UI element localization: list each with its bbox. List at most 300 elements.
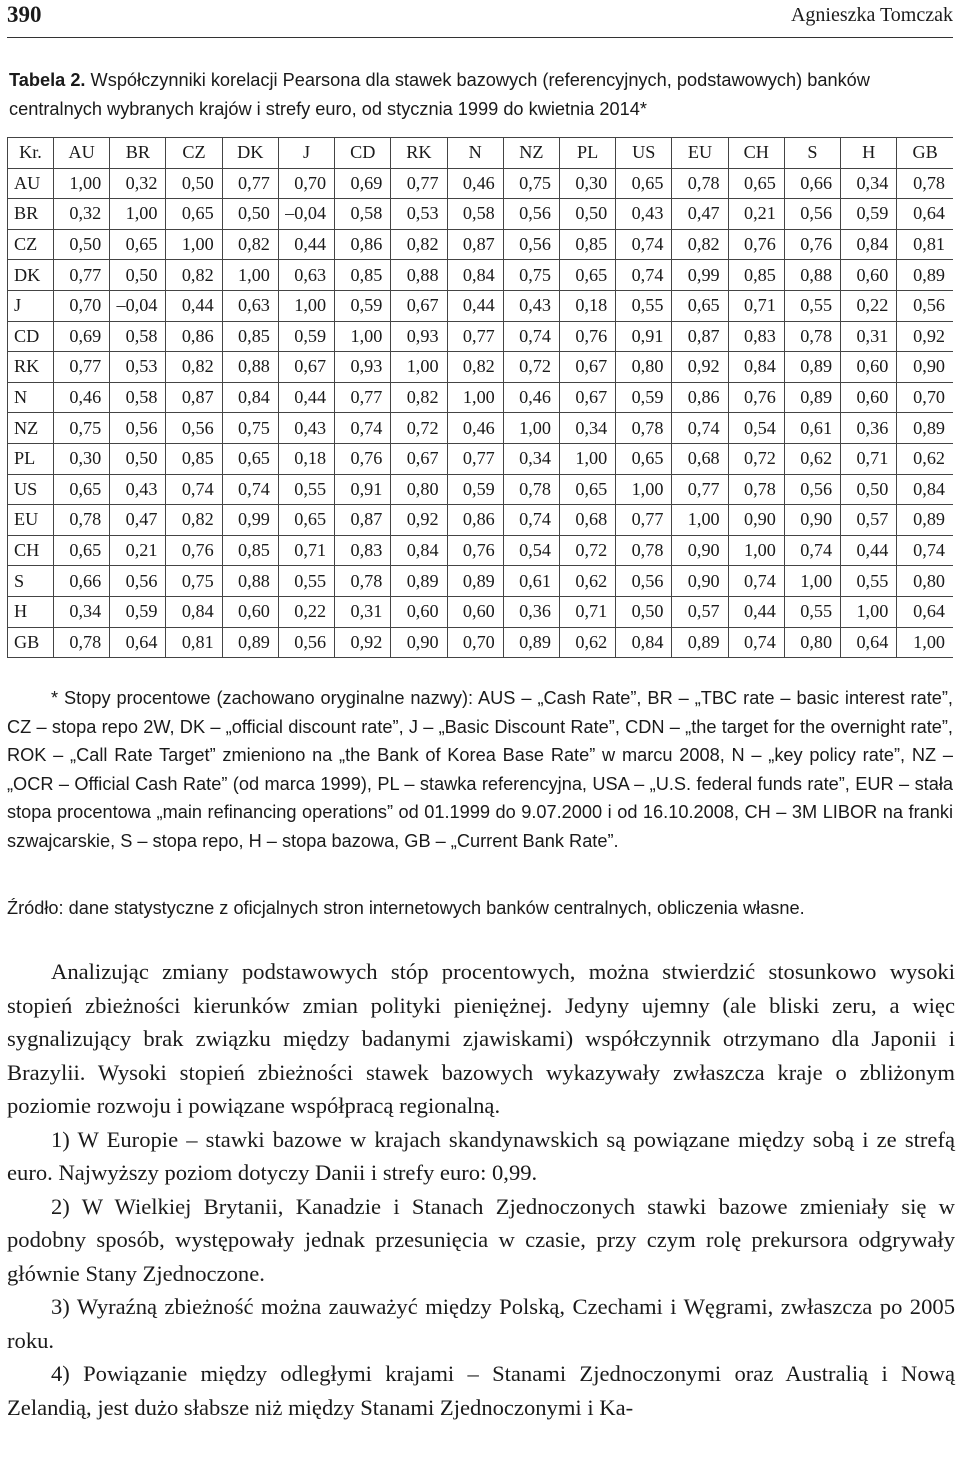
row-label: CH xyxy=(8,535,54,566)
table-body xyxy=(8,168,954,658)
table-cell: 0,59 xyxy=(110,596,166,627)
row-label: BR xyxy=(8,199,54,230)
table-cell: 0,76 xyxy=(784,229,840,260)
table-cell: 0,47 xyxy=(110,505,166,536)
table-cell: 0,93 xyxy=(335,352,391,383)
table-cell: 1,00 xyxy=(110,199,166,230)
body-paragraph: 4) Powiązanie między odległymi krajami – Stanami Zjednoczonymi oraz Australią i Nową Zelandią, jest dużo słabsze niż między Stanami Zjednoczonymi i Ka- xyxy=(7,1361,955,1420)
table-cell: 0,74 xyxy=(728,627,784,658)
table-cell: 0,65 xyxy=(54,535,110,566)
body-paragraph: 3) Wyraźną zbieżność można zauważyć między Polską, Czechami i Węgrami, zwłaszcza po 2005 roku. xyxy=(7,1294,955,1353)
table-cell: 0,85 xyxy=(728,260,784,291)
table-cell: 0,58 xyxy=(335,199,391,230)
table-cell: 0,60 xyxy=(841,260,897,291)
table-cell: 0,74 xyxy=(335,413,391,444)
table-cell: 0,89 xyxy=(391,566,447,597)
table-cell: 0,53 xyxy=(110,352,166,383)
table-cell: 0,90 xyxy=(897,352,953,383)
table-cell: 0,56 xyxy=(503,199,559,230)
table-cell: 0,77 xyxy=(447,443,503,474)
table-cell: 0,67 xyxy=(278,352,334,383)
table-cell: 0,31 xyxy=(335,596,391,627)
table-cell: 0,34 xyxy=(841,168,897,199)
table-cell: 0,78 xyxy=(672,168,728,199)
table-cell: 0,60 xyxy=(391,596,447,627)
column-header: NZ xyxy=(503,138,559,169)
table-cell: 0,78 xyxy=(335,566,391,597)
row-label: N xyxy=(8,382,54,413)
table-cell: 0,63 xyxy=(278,260,334,291)
table-cell: 0,43 xyxy=(278,413,334,444)
table-cell: 0,77 xyxy=(447,321,503,352)
table-cell: 0,77 xyxy=(335,382,391,413)
table-cell: 0,72 xyxy=(728,443,784,474)
column-header: H xyxy=(841,138,897,169)
table-cell: 0,74 xyxy=(897,535,953,566)
table-cell: 0,85 xyxy=(559,229,615,260)
table-cell: 0,58 xyxy=(110,382,166,413)
table-cell: 0,81 xyxy=(166,627,222,658)
table-cell: 0,83 xyxy=(728,321,784,352)
table-cell: 0,65 xyxy=(616,168,672,199)
table-cell: 0,61 xyxy=(503,566,559,597)
table-cell: 0,99 xyxy=(672,260,728,291)
table-cell: 1,00 xyxy=(559,443,615,474)
table-cell: 0,74 xyxy=(616,260,672,291)
table-row xyxy=(8,352,954,383)
table-cell: 0,44 xyxy=(728,596,784,627)
table-cell: 0,74 xyxy=(166,474,222,505)
table-cell: 0,89 xyxy=(784,382,840,413)
table-cell: 0,82 xyxy=(166,260,222,291)
table-row xyxy=(8,199,954,230)
table-cell: 0,89 xyxy=(672,627,728,658)
table-cell: 0,64 xyxy=(110,627,166,658)
table-cell: 0,56 xyxy=(166,413,222,444)
table-cell: 0,70 xyxy=(447,627,503,658)
body-paragraph: 1) W Europie – stawki bazowe w krajach skandynawskich są powiązane między sobą i ze strefą euro. Najwyższy poziom dotyczy Danii i strefy euro: 0,99. xyxy=(7,1126,955,1185)
table-cell: 0,84 xyxy=(391,535,447,566)
table-cell: 0,46 xyxy=(447,413,503,444)
table-cell: 0,62 xyxy=(897,443,953,474)
table-caption-text: Współczynniki korelacji Pearsona dla stawek bazowych (referencyjnych, podstawowych) banków centralnych wybranych krajów i strefy euro, od stycznia 1999 do kwietnia 2014* xyxy=(9,70,870,119)
table-cell: 0,60 xyxy=(841,382,897,413)
table-cell: 0,67 xyxy=(559,352,615,383)
column-header: US xyxy=(616,138,672,169)
corner-cell: Kr. xyxy=(8,138,54,169)
table-cell: 0,66 xyxy=(784,168,840,199)
table-cell: 0,89 xyxy=(897,505,953,536)
table-cell: 0,84 xyxy=(222,382,278,413)
table-cell: 0,21 xyxy=(728,199,784,230)
table-cell: 0,44 xyxy=(278,382,334,413)
column-header: CH xyxy=(728,138,784,169)
table-cell: 0,80 xyxy=(897,566,953,597)
table-cell: 0,43 xyxy=(110,474,166,505)
table-cell: 0,43 xyxy=(503,290,559,321)
table-cell: 0,65 xyxy=(672,290,728,321)
row-label: EU xyxy=(8,505,54,536)
table-cell: 1,00 xyxy=(897,627,953,658)
table-cell: 0,32 xyxy=(54,199,110,230)
table-row xyxy=(8,505,954,536)
table-cell: 0,88 xyxy=(391,260,447,291)
table-cell: 0,89 xyxy=(447,566,503,597)
table-cell: 0,59 xyxy=(841,199,897,230)
column-header: BR xyxy=(110,138,166,169)
table-cell: 1,00 xyxy=(447,382,503,413)
row-label: AU xyxy=(8,168,54,199)
table-cell: 0,91 xyxy=(335,474,391,505)
table-cell: 0,87 xyxy=(447,229,503,260)
column-header: EU xyxy=(672,138,728,169)
table-cell: 0,71 xyxy=(728,290,784,321)
table-cell: 1,00 xyxy=(278,290,334,321)
table-source: Źródło: dane statystyczne z oficjalnych stron internetowych banków centralnych, obliczenia własne. xyxy=(7,898,805,918)
table-cell: 0,56 xyxy=(784,199,840,230)
column-header: RK xyxy=(391,138,447,169)
column-header: S xyxy=(784,138,840,169)
table-cell: 0,62 xyxy=(784,443,840,474)
footnote-text: * Stopy procentowe (zachowano oryginalne nazwy): AUS – „Cash Rate”, BR – „TBC rate – basic interest rate”, CZ – stopa repo 2W, DK – „official discount rate”, J – „Basic Discount Rate”, CDN – „the target for the overnight rate”, ROK – „Call Rate Target” zmieniono na „the Bank of Korea Base Rate” w marcu 2008, N – „key policy rate”, NZ – „OCR – Official Cash Rate” (od marca 1999), PL – stawka referencyjna, USA – „U.S. federal funds rate”, EUR – stała stopa procentowa „main refinancing operations” od 01.1999 do 9.07.2000 i od 16.10.2008, CH – 3M LIBOR na franki szwajcarskie, S – stopa repo, H – stopa bazowa, GB – „Current Bank Rate”. xyxy=(7,688,953,851)
table-cell: 0,22 xyxy=(278,596,334,627)
table-cell: 0,92 xyxy=(672,352,728,383)
table-cell: –0,04 xyxy=(278,199,334,230)
table-cell: 0,87 xyxy=(335,505,391,536)
table-cell: 0,21 xyxy=(110,535,166,566)
table-cell: 0,80 xyxy=(784,627,840,658)
table-cell: 0,68 xyxy=(559,505,615,536)
table-cell: 0,76 xyxy=(166,535,222,566)
row-label: NZ xyxy=(8,413,54,444)
table-cell: 0,78 xyxy=(784,321,840,352)
table-cell: 0,56 xyxy=(278,627,334,658)
table-cell: 0,47 xyxy=(672,199,728,230)
table-cell: 0,77 xyxy=(54,352,110,383)
table-cell: 0,90 xyxy=(391,627,447,658)
table-cell: 0,74 xyxy=(784,535,840,566)
row-label: J xyxy=(8,290,54,321)
table-cell: –0,04 xyxy=(110,290,166,321)
table-cell: 0,78 xyxy=(616,413,672,444)
table-cell: 0,55 xyxy=(784,596,840,627)
table-cell: 0,85 xyxy=(166,443,222,474)
row-label: RK xyxy=(8,352,54,383)
table-cell: 0,56 xyxy=(784,474,840,505)
table-cell: 0,92 xyxy=(335,627,391,658)
row-label: PL xyxy=(8,443,54,474)
table-cell: 0,34 xyxy=(54,596,110,627)
table-cell: 0,87 xyxy=(166,382,222,413)
table-cell: 0,75 xyxy=(222,413,278,444)
table-cell: 0,82 xyxy=(166,352,222,383)
table-cell: 0,64 xyxy=(897,596,953,627)
table-cell: 0,75 xyxy=(166,566,222,597)
table-cell: 0,84 xyxy=(616,627,672,658)
table-cell: 0,63 xyxy=(222,290,278,321)
table-row xyxy=(8,627,954,658)
table-cell: 1,00 xyxy=(616,474,672,505)
table-cell: 0,69 xyxy=(54,321,110,352)
table-cell: 0,77 xyxy=(54,260,110,291)
header-rule xyxy=(7,37,953,38)
table-cell: 0,84 xyxy=(166,596,222,627)
table-cell: 0,85 xyxy=(222,321,278,352)
table-cell: 0,64 xyxy=(841,627,897,658)
table-row xyxy=(8,474,954,505)
body-text xyxy=(7,955,955,1424)
table-row xyxy=(8,290,954,321)
table-cell: 0,70 xyxy=(897,382,953,413)
table-cell: 0,88 xyxy=(784,260,840,291)
table-cell: 0,46 xyxy=(503,382,559,413)
table-cell: 0,74 xyxy=(222,474,278,505)
column-header: J xyxy=(278,138,334,169)
table-row xyxy=(8,229,954,260)
table-cell: 0,71 xyxy=(841,443,897,474)
table-cell: 0,18 xyxy=(278,443,334,474)
table-cell: 0,55 xyxy=(841,566,897,597)
table-cell: 1,00 xyxy=(728,535,784,566)
table-cell: 0,36 xyxy=(841,413,897,444)
table-cell: 0,92 xyxy=(391,505,447,536)
table-cell: 0,77 xyxy=(222,168,278,199)
row-label: S xyxy=(8,566,54,597)
table-cell: 0,56 xyxy=(110,566,166,597)
table-cell: 0,34 xyxy=(559,413,615,444)
table-cell: 0,44 xyxy=(166,290,222,321)
table-row xyxy=(8,535,954,566)
table-cell: 0,78 xyxy=(616,535,672,566)
table-cell: 0,60 xyxy=(447,596,503,627)
table-cell: 0,65 xyxy=(166,199,222,230)
page-number: 390 xyxy=(7,2,42,27)
table-row xyxy=(8,413,954,444)
table-cell: 0,60 xyxy=(222,596,278,627)
table-cell: 1,00 xyxy=(841,596,897,627)
table-cell: 0,57 xyxy=(841,505,897,536)
table-cell: 1,00 xyxy=(166,229,222,260)
table-cell: 0,58 xyxy=(447,199,503,230)
table-cell: 0,89 xyxy=(897,413,953,444)
table-cell: 0,80 xyxy=(391,474,447,505)
table-cell: 0,91 xyxy=(616,321,672,352)
row-label: CD xyxy=(8,321,54,352)
table-cell: 0,36 xyxy=(503,596,559,627)
table-cell: 0,85 xyxy=(222,535,278,566)
table-label: Tabela 2. xyxy=(9,70,86,90)
table-cell: 0,82 xyxy=(222,229,278,260)
table-cell: 0,50 xyxy=(616,596,672,627)
table-cell: 0,92 xyxy=(897,321,953,352)
table-cell: 0,55 xyxy=(278,474,334,505)
table-cell: 0,31 xyxy=(841,321,897,352)
table-cell: 0,44 xyxy=(278,229,334,260)
table-cell: 0,57 xyxy=(672,596,728,627)
table-row xyxy=(8,566,954,597)
table-cell: 0,74 xyxy=(672,413,728,444)
table-cell: 0,83 xyxy=(335,535,391,566)
table-cell: 0,75 xyxy=(503,168,559,199)
table-cell: 0,77 xyxy=(616,505,672,536)
table-cell: 0,76 xyxy=(559,321,615,352)
table-cell: 0,75 xyxy=(54,413,110,444)
correlation-table xyxy=(7,137,953,658)
table-cell: 0,74 xyxy=(616,229,672,260)
table-header-row xyxy=(8,138,954,169)
table-row xyxy=(8,596,954,627)
table-cell: 0,78 xyxy=(897,168,953,199)
column-header: DK xyxy=(222,138,278,169)
table-footnote xyxy=(7,684,953,856)
table-cell: 0,61 xyxy=(784,413,840,444)
table-cell: 0,88 xyxy=(222,566,278,597)
table-cell: 1,00 xyxy=(391,352,447,383)
table-cell: 1,00 xyxy=(222,260,278,291)
table-cell: 0,64 xyxy=(897,199,953,230)
table-cell: 0,32 xyxy=(110,168,166,199)
table-cell: 0,59 xyxy=(447,474,503,505)
table-cell: 0,72 xyxy=(391,413,447,444)
table-cell: 0,56 xyxy=(110,413,166,444)
table-cell: 0,77 xyxy=(391,168,447,199)
table-row xyxy=(8,382,954,413)
table-caption xyxy=(9,66,951,124)
table-cell: 0,89 xyxy=(897,260,953,291)
running-author: Agnieszka Tomczak xyxy=(790,4,953,26)
table-cell: 0,30 xyxy=(559,168,615,199)
table-cell: 0,93 xyxy=(391,321,447,352)
row-label: GB xyxy=(8,627,54,658)
table-cell: 0,50 xyxy=(559,199,615,230)
table-cell: 0,76 xyxy=(728,382,784,413)
table-cell: 0,87 xyxy=(672,321,728,352)
table-cell: 0,18 xyxy=(559,290,615,321)
table-cell: 0,70 xyxy=(54,290,110,321)
table-cell: 0,50 xyxy=(222,199,278,230)
table-cell: 0,71 xyxy=(559,596,615,627)
table-cell: 0,65 xyxy=(559,474,615,505)
table-cell: 0,90 xyxy=(784,505,840,536)
table-cell: 0,99 xyxy=(222,505,278,536)
table-cell: 0,69 xyxy=(335,168,391,199)
table-cell: 0,82 xyxy=(391,382,447,413)
table-row xyxy=(8,260,954,291)
table-cell: 0,65 xyxy=(222,443,278,474)
table-cell: 0,66 xyxy=(54,566,110,597)
table-cell: 0,84 xyxy=(447,260,503,291)
table-cell: 0,82 xyxy=(447,352,503,383)
row-label: DK xyxy=(8,260,54,291)
table-cell: 0,90 xyxy=(672,535,728,566)
table-cell: 1,00 xyxy=(784,566,840,597)
table-cell: 0,50 xyxy=(841,474,897,505)
table-cell: 0,78 xyxy=(503,474,559,505)
table-cell: 0,89 xyxy=(222,627,278,658)
table-cell: 0,74 xyxy=(503,321,559,352)
table-cell: 0,44 xyxy=(447,290,503,321)
table-cell: 0,65 xyxy=(278,505,334,536)
table-cell: 0,75 xyxy=(503,260,559,291)
table-cell: 0,55 xyxy=(784,290,840,321)
table-cell: 0,86 xyxy=(166,321,222,352)
table-cell: 0,46 xyxy=(447,168,503,199)
table-cell: 0,82 xyxy=(166,505,222,536)
table-cell: 0,85 xyxy=(335,260,391,291)
table-cell: 0,30 xyxy=(54,443,110,474)
table-cell: 0,62 xyxy=(559,566,615,597)
table-cell: 0,58 xyxy=(110,321,166,352)
table-cell: 0,56 xyxy=(616,566,672,597)
table-cell: 0,84 xyxy=(841,229,897,260)
table-cell: 0,54 xyxy=(503,535,559,566)
column-header: CZ xyxy=(166,138,222,169)
table-cell: 0,72 xyxy=(503,352,559,383)
table-cell: 0,65 xyxy=(728,168,784,199)
table-cell: 0,76 xyxy=(335,443,391,474)
column-header: PL xyxy=(559,138,615,169)
table-cell: 0,88 xyxy=(222,352,278,383)
table-cell: 0,65 xyxy=(110,229,166,260)
table-cell: 0,89 xyxy=(503,627,559,658)
table-cell: 0,53 xyxy=(391,199,447,230)
table-cell: 0,78 xyxy=(54,505,110,536)
table-cell: 0,59 xyxy=(616,382,672,413)
table-cell: 0,65 xyxy=(616,443,672,474)
table-cell: 0,78 xyxy=(728,474,784,505)
table-cell: 0,81 xyxy=(897,229,953,260)
table-cell: 0,76 xyxy=(728,229,784,260)
table-cell: 0,71 xyxy=(278,535,334,566)
table-cell: 0,86 xyxy=(335,229,391,260)
body-paragraph: Analizując zmiany podstawowych stóp procentowych, można stwierdzić stosunkowo wysoki stopień zbieżności kierunków zmian polityki pieniężnej. Jedyny ujemny (ale bliski zeru, a więc sygnalizujący brak związku między badanymi zjawiskami) współczynnik otrzymano dla Japonii i Brazylii. Wysoki stopień zbieżności stawek bazowych wykazywały zwłaszcza kraje o zbliżonym poziomie rozwoju i powiązane współpracą regionalną. xyxy=(7,959,955,1118)
table-cell: 0,89 xyxy=(784,352,840,383)
table-cell: 0,90 xyxy=(728,505,784,536)
table-cell: 0,56 xyxy=(897,290,953,321)
table-row xyxy=(8,321,954,352)
row-label: CZ xyxy=(8,229,54,260)
column-header: CD xyxy=(335,138,391,169)
table-cell: 0,70 xyxy=(278,168,334,199)
table-cell: 0,67 xyxy=(559,382,615,413)
table-cell: 0,74 xyxy=(728,566,784,597)
running-header xyxy=(7,0,953,34)
table-cell: 0,50 xyxy=(110,443,166,474)
table-cell: 0,62 xyxy=(559,627,615,658)
table-cell: 0,54 xyxy=(728,413,784,444)
column-header: GB xyxy=(897,138,953,169)
table-cell: 0,60 xyxy=(841,352,897,383)
table-cell: 0,74 xyxy=(503,505,559,536)
table-cell: 0,43 xyxy=(616,199,672,230)
table-cell: 0,68 xyxy=(672,443,728,474)
column-header: N xyxy=(447,138,503,169)
table-cell: 0,76 xyxy=(447,535,503,566)
table-cell: 0,65 xyxy=(559,260,615,291)
body-paragraph: 2) W Wielkiej Brytanii, Kanadzie i Stanach Zjednoczonych stawki bazowe zmieniały się w podobny sposób, występowały jednak przesunięcia w czasie, przy czym rolę prekursora odgrywały głównie Stany Zjednoczone. xyxy=(7,1193,955,1286)
table-cell: 0,46 xyxy=(54,382,110,413)
table-cell: 0,59 xyxy=(278,321,334,352)
table-cell: 1,00 xyxy=(54,168,110,199)
table-cell: 0,55 xyxy=(616,290,672,321)
table-cell: 0,56 xyxy=(503,229,559,260)
table-cell: 0,90 xyxy=(672,566,728,597)
table-row xyxy=(8,168,954,199)
table-cell: 0,22 xyxy=(841,290,897,321)
row-label: US xyxy=(8,474,54,505)
table-cell: 0,86 xyxy=(447,505,503,536)
table-cell: 0,78 xyxy=(54,627,110,658)
